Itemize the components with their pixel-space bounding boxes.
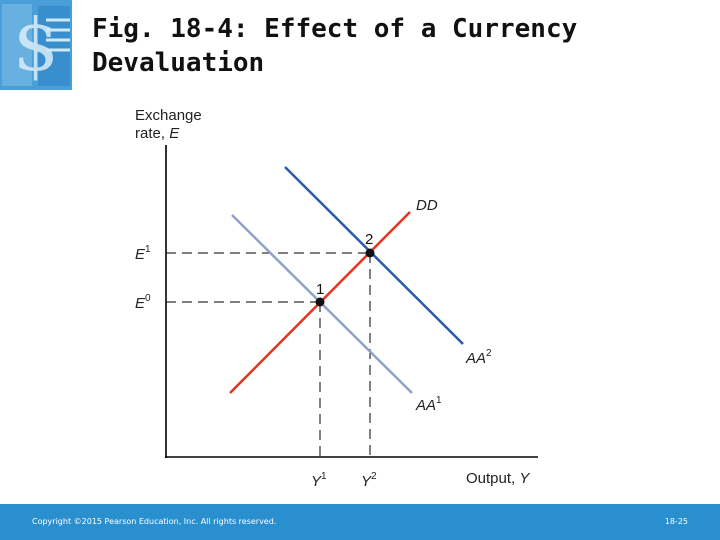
- y2-tick-sup: 2: [371, 471, 377, 482]
- title-line-1: Fig. 18-4: Effect of a Currency: [92, 14, 578, 44]
- svg-text:$: $: [13, 3, 59, 87]
- x-axis-label: [466, 470, 530, 487]
- title-line-2: Devaluation: [92, 48, 265, 78]
- equilibrium-point-2: [366, 249, 375, 258]
- e0-tick-sup: 0: [145, 293, 151, 304]
- e1-tick-base: E: [135, 246, 146, 263]
- e0-tick-label: [135, 293, 151, 312]
- y2-tick-base: Y: [361, 473, 372, 490]
- aa1-label-sup: 1: [436, 395, 442, 406]
- e1-tick-label: [135, 244, 151, 263]
- aa2-label-base: AA: [466, 350, 487, 367]
- dd-label: DD: [416, 197, 438, 214]
- y-axis-label-2: [135, 125, 180, 142]
- y1-tick-label: [311, 471, 327, 490]
- slide-number: 18-25: [664, 517, 688, 526]
- e0-tick-base: E: [135, 295, 146, 312]
- y-axis-label: [135, 107, 202, 124]
- aa1-label-base: AA: [416, 397, 437, 414]
- x-axis-label-text: Output,: [466, 470, 520, 487]
- y1-tick-base: Y: [311, 473, 322, 490]
- point-2-label: 2: [365, 231, 374, 248]
- copyright-notice: Copyright ©2015 Pearson Education, Inc. All rights reserved.: [32, 517, 277, 526]
- y-axis-label-line-1: Exchange: [135, 107, 202, 124]
- aa2-label: [465, 348, 492, 367]
- equilibrium-point-1: [316, 298, 325, 307]
- y1-tick-sup: 1: [321, 471, 327, 482]
- y-axis-label-variable: E: [169, 125, 180, 142]
- e1-tick-sup: 1: [145, 244, 151, 255]
- aa2-label-sup: 2: [486, 348, 492, 359]
- point-1-label: 1: [316, 281, 325, 298]
- footer-bar: [0, 504, 720, 540]
- aa1-label: [415, 395, 442, 414]
- y-axis-label-line-2: rate,: [135, 125, 170, 142]
- x-axis-label-variable: Y: [519, 470, 530, 487]
- y2-tick-label: [361, 471, 377, 490]
- aa2-curve: [285, 167, 463, 344]
